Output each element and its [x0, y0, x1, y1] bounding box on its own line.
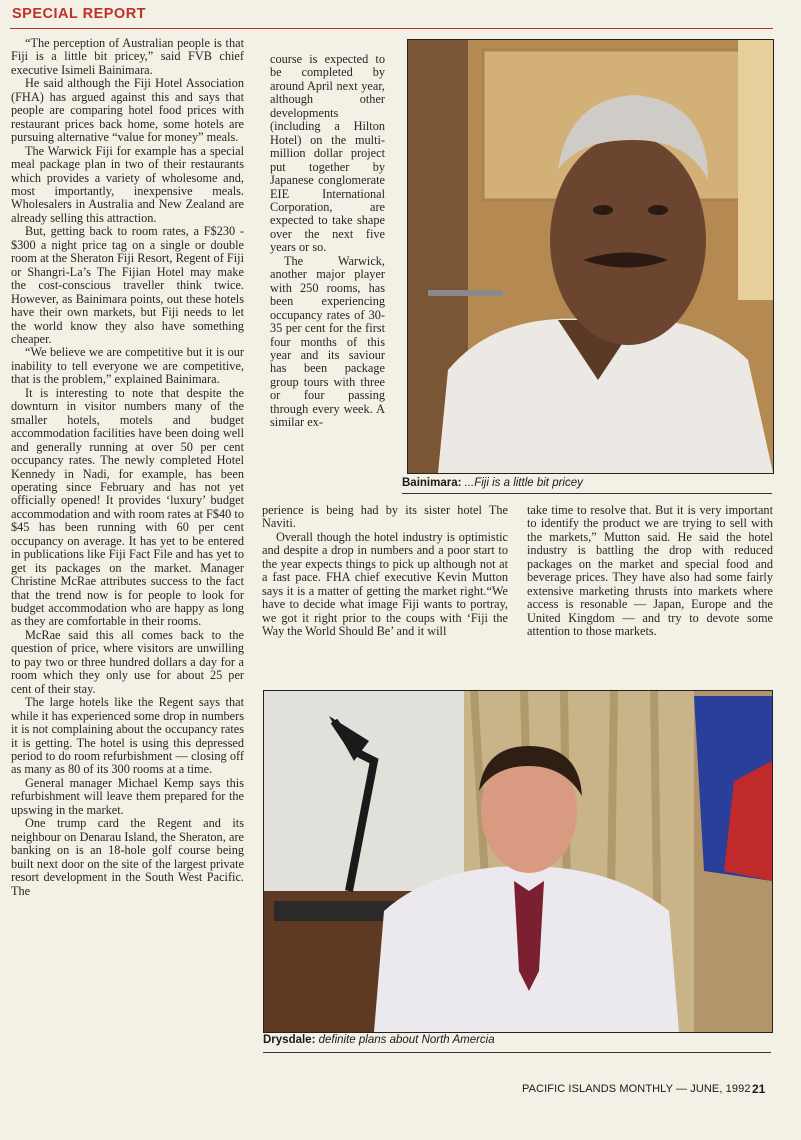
page-number: 21 — [752, 1082, 766, 1096]
section-label: SPECIAL REPORT — [12, 6, 147, 22]
caption-text: definite plans about North Amercia — [318, 1034, 495, 1046]
paragraph: Overall though the hotel industry is optimistic and despite a drop in numbers and a poor start to the year expects things to pick up although not at a fast pace. FHA chief executive Kevin Mutton says it is a matter of getting the market right.“We have to decide what image Fiji wants to portray, we got it right prior to the coups with ‘Fiji the Way the World Should Be’ and it will — [262, 529, 508, 639]
photo-caption-1 — [402, 477, 583, 489]
paragraph: course is expected to be completed by around April next year, although other developments (including a Hilton Hotel) on the multi-million dollar project put together by Japanese conglomerate EIE International Corporation, are expected to take shape over the next five years or so. — [270, 53, 385, 255]
paragraph: “The perception of Australian people is that Fiji is a little bit pricey,” said FVB chief executive Isimeli Bainimara. — [11, 37, 244, 77]
paragraph: One trump card the Regent and its neighbour on Denarau Island, the Sheraton, are banking on is an 18-hole golf course being built next door on the site of the largest private resort development in the South West Pacific. The — [11, 816, 244, 898]
caption-name: Drysdale: — [263, 1034, 316, 1046]
article-column-2 — [270, 53, 385, 503]
page-footer: PACIFIC ISLANDS MONTHLY — JUNE, 1992 — [522, 1083, 751, 1095]
paragraph: “We believe we are competitive but it is our inability to tell everyone we are competitive, that is the problem,” explained Bainimara. — [11, 345, 244, 387]
paragraph: He said although the Fiji Hotel Association (FHA) has argued against this and says that people are comparing hotel food prices with restaurant prices back home, some hotels are pursuing alternative “value for money” meals. — [11, 76, 244, 145]
article-column-2b — [262, 504, 508, 686]
paragraph: It is interesting to note that despite the downturn in visitor numbers many of the smaller hotels, motels and budget accommodation facilities have been doing well and generally running at over 50 per cent occupancy rates. The newly completed Hotel Kennedy in Nadi, for example, has been operating since February and has not yet officially opened! It provides ‘luxury’ budget accommodation and with room rates at F$40 to $45 has been running with 60 per cent occupancy on average. It has yet to be entered in publications like Fiji Fact File and has yet to get its packages on the market. Manager Christine McRae attributes success to the fact that the trend now is for people to look for budget accommodation who are happy as long as they are comfortable in their rooms. — [11, 385, 244, 629]
portrait-photo-drysdale — [263, 690, 773, 1033]
portrait-photo-bainimara — [407, 39, 774, 474]
header-rule — [10, 28, 773, 29]
photo-caption-2 — [263, 1034, 495, 1046]
paragraph: The Warwick, another major player with 250 rooms, has been experiencing occupancy rates of 30-35 per cent for the first four months of this year and its saviour has been package group tours with three or four passing through every week. A similar ex- — [270, 253, 385, 430]
paragraph: take time to resolve that. But it is very important to identify the product we are trying to sell with the markets,” Mutton said. He said the hotel industry is battling the drop with reduced packages on the market and special food and beverage prices. They have also had some fairly extensive marketing thrusts into markets where access is resonable — Japan, Europe and the United Kingdom — and try to devote some attention to those markets. — [527, 504, 773, 639]
paragraph: The Warwick Fiji for example has a special meal package plan in two of their restaurants which provides a variety of wholesome and, most importantly, inexpensive meals. Wholesalers in Australia and New Zealand are already selling this attraction. — [11, 143, 244, 225]
caption-name: Bainimara: — [402, 477, 462, 489]
caption-rule — [263, 1052, 771, 1053]
caption-rule — [402, 493, 772, 494]
paragraph: McRae said this all comes back to the question of price, where visitors are unwilling to pay two or three hundred dollars a day for a room which they only use for about 25 per cent of their stay. — [11, 627, 244, 696]
portrait-illustration — [264, 691, 772, 1032]
paragraph: General manager Michael Kemp says this refurbishment will leave them prepared for the upswing in the market. — [11, 775, 244, 817]
caption-text: ...Fiji is a little bit pricey — [464, 477, 583, 489]
article-column-3 — [527, 504, 773, 686]
paragraph: But, getting back to room rates, a F$230 - $300 a night price tag on a single or double room at the Sheraton Fiji Resort, Regent of Fiji or Shangri-La’s The Fijian Hotel may make the cost-conscious traveller think twice. However, as Bainimara points, out these hotels have their own markets, but Fiji needs to let the world know they also have something cheaper. — [11, 224, 244, 346]
portrait-illustration — [408, 40, 773, 473]
paragraph: perience is being had by its sister hotel The Naviti. — [262, 504, 508, 531]
paragraph: The large hotels like the Regent says that while it has experienced some drop in numbers it is not complaining about the occupancy rates it is getting. The hotel is using this depressed period to do room refurbishment — closing off as many as 80 of its 300 rooms at a time. — [11, 695, 244, 777]
article-column-1 — [11, 37, 244, 1067]
